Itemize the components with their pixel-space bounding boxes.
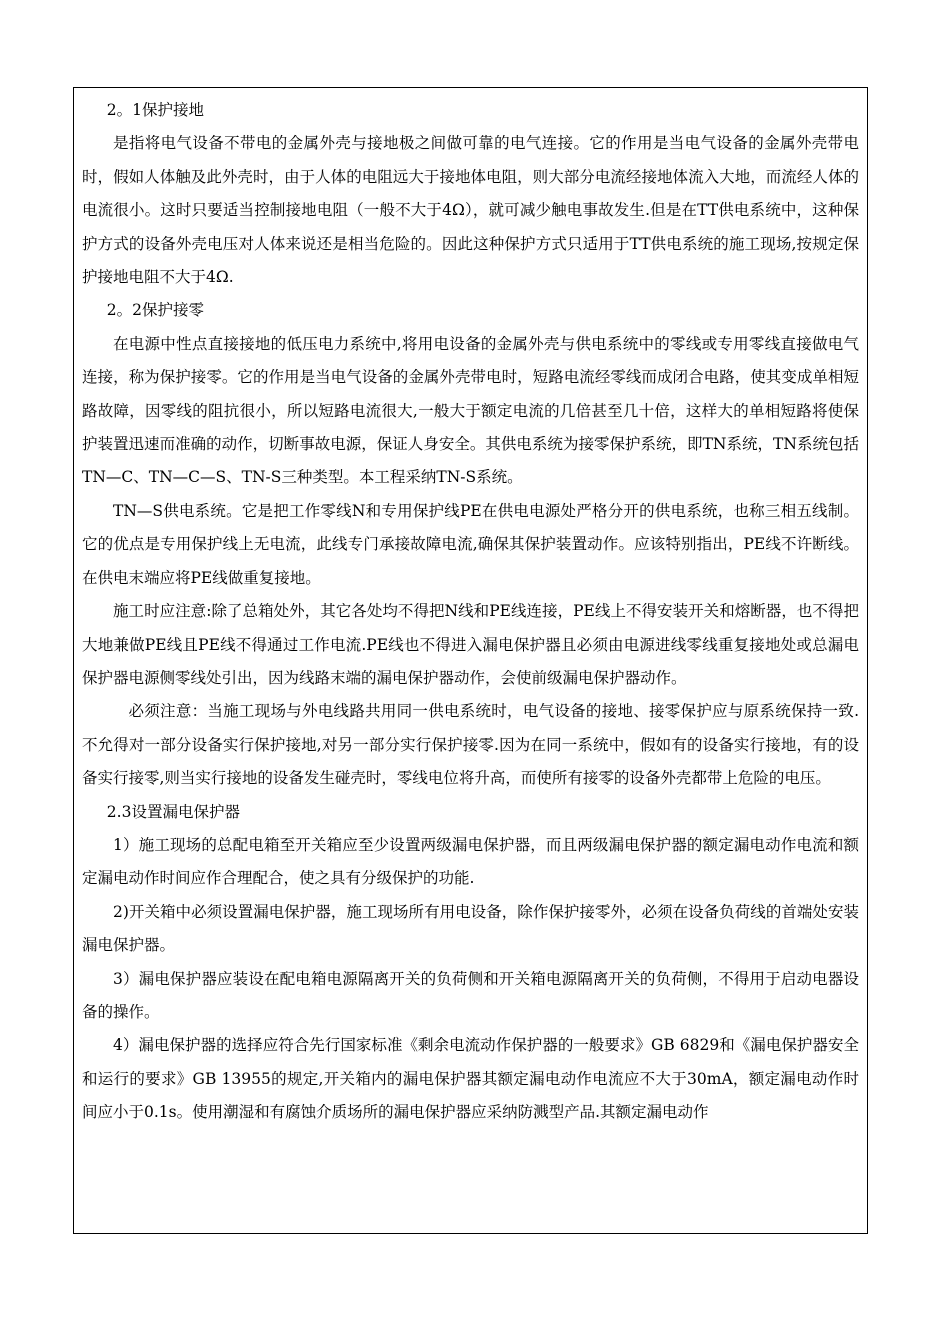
paragraph-protective-neutral: 在电源中性点直接接地的低压电力系统中,将用电设备的金属外壳与供电系统中的零线或专用零线直接做电气连接，称为保护接零。它的作用是当电气设备的金属外壳带电时，短路电流经零线而成闭合电路，使其变成单相短路故障，因零线的阻抗很小，所以短路电流很大,一般大于额定电流的几倍甚至几十倍，这样大的单相短路将使保护装置迅速而准确的动作，切断事故电源，保证人身安全。其供电系统为接零保护系统，即TN系统，TN系统包括TN—C、TN—C—S、TN-S三种类型。本工程采纳TN-S系统。	[82, 334, 859, 487]
list-item-1: 1）施工现场的总配电箱至开关箱应至少设置两级漏电保护器，而且两级漏电保护器的额定漏电动作电流和额定漏电动作时间应作合理配合，使之具有分级保护的功能.	[82, 835, 859, 888]
section-heading-2-1: 2。1保护接地	[106, 101, 205, 119]
section-heading-2-2: 2。2保护接零	[106, 301, 205, 320]
list-item-4: 4）漏电保护器的选择应符合先行国家标准《剩余电流动作保护器的一般要求》GB 6829和《漏电保护器安全和运行的要求》GB 13955的规定,开关箱内的漏电保护器其额定漏电动作电流应不大于30mA，额定漏电动作时间应小于0.1s。使用潮湿和有腐蚀介质场所的漏电保护器应采纳防溅型产品.其额定漏电动作	[82, 1036, 859, 1122]
list-item-3: 3）漏电保护器应装设在配电箱电源隔离开关的负荷侧和开关箱电源隔离开关的负荷侧，不得用于启动电器设备的操作。	[82, 969, 859, 1021]
document-frame	[73, 87, 868, 1234]
paragraph-must-notice: 必须注意：当施工现场与外电线路共用同一供电系统时，电气设备的接地、接零保护应与原系统保持一致.不允得对一部分设备实行保护接地,对另一部分实行保护接零.因为在同一系统中，假如有的设备实行接地，有的设备实行接零,则当实行接地的设备发生碰壳时，零线电位将升高，而使所有接零的设备外壳都带上危险的电压。	[82, 702, 859, 788]
paragraph-tn-s-system: TN—S供电系统。它是把工作零线N和专用保护线PE在供电电源处严格分开的供电系统，也称三相五线制。它的优点是专用保护线上无电流，此线专门承接故障电流,确保其保护装置动作。应该特别指出，PE线不许断线。在供电末端应将PE线做重复接地。	[82, 501, 859, 587]
list-item-2: 2)开关箱中必须设置漏电保护器，施工现场所有用电设备，除作保护接零外，必须在设备负荷线的首端处安装漏电保护器。	[82, 902, 859, 955]
paragraph-construction-notice: 施工时应注意:除了总箱处外，其它各处均不得把N线和PE线连接，PE线上不得安装开关和熔断器，也不得把大地兼做PE线且PE线不得通过工作电流.PE线也不得进入漏电保护器且必须由电源进线零线重复接地处或总漏电保护器电源侧零线处引出，因为线路末端的漏电保护器动作，会使前级漏电保护器动作。	[82, 602, 859, 687]
paragraph-protective-grounding: 是指将电气设备不带电的金属外壳与接地极之间做可靠的电气连接。它的作用是当电气设备的金属外壳带电时，假如人体触及此外壳时，由于人体的电阻远大于接地体电阻，则大部分电流经接地体流入大地，而流经人体的电流很小。这时只要适当控制接地电阻（一般不大于4Ω），就可减少触电事故发生.但是在TT供电系统中，这种保护方式的设备外壳电压对人体来说还是相当危险的。因此这种保护方式只适用于TT供电系统的施工现场,按规定保护接地电阻不大于4Ω.	[82, 134, 859, 287]
section-heading-2-3: 2.3设置漏电保护器	[106, 802, 240, 821]
document-body	[82, 94, 859, 1130]
